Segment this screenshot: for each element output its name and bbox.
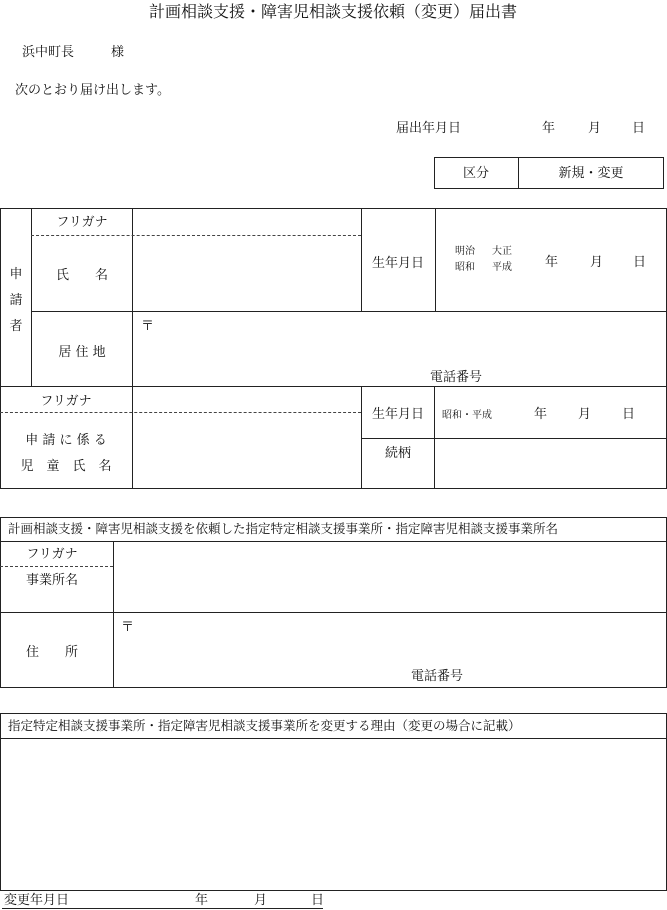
applicant-birth-right-line (435, 208, 436, 311)
child-name-label-line2: 児 童 氏 名 (20, 459, 112, 474)
submission-date-label: 届出年月日 (396, 121, 462, 136)
applicant-postal-mark: 〒 (141, 319, 155, 334)
applicant-section-char-2: 請 (9, 293, 23, 308)
office-address-field[interactable] (114, 613, 666, 687)
applicant-birth-label: 生年月日 (371, 256, 425, 271)
change-month-label: 月 (254, 893, 268, 908)
office-address-label: 住 所 (25, 645, 79, 660)
era-showa[interactable]: 昭和 (455, 262, 475, 273)
change-date-underline (2, 908, 323, 909)
applicant-name-field[interactable] (133, 236, 360, 310)
era-heisei[interactable]: 平成 (492, 262, 512, 273)
applicant-birth-month-label: 月 (590, 255, 604, 270)
child-birth-label: 生年月日 (371, 407, 425, 422)
category-value[interactable]: 新規・変更 (558, 166, 624, 181)
change-year-label: 年 (195, 893, 209, 908)
office-furigana-label: フリガナ (26, 547, 78, 562)
category-divider (518, 157, 519, 189)
office-name-field[interactable] (114, 542, 666, 611)
child-name-field[interactable] (133, 413, 360, 488)
submission-month-label: 月 (588, 121, 602, 136)
applicant-section-char-3: 者 (9, 319, 23, 334)
page-title: 計画相談支援・障害児相談支援依頼（変更）届出書 (148, 2, 518, 21)
child-birth-day-label: 日 (622, 407, 636, 422)
office-furigana-line (0, 566, 113, 567)
office-heading: 計画相談支援・障害児相談支援を依頼した指定特定相談支援事業所・指定障害児相談支援事業所名 (8, 521, 559, 536)
office-phone-label: 電話番号 (411, 669, 464, 684)
category-label: 区分 (462, 166, 490, 181)
applicant-birth-left-line (361, 208, 362, 311)
applicant-name-label: 氏 名 (55, 268, 109, 283)
era-meiji[interactable]: 明治 (455, 246, 475, 257)
applicant-phone-label: 電話番号 (430, 370, 483, 385)
child-relation-label: 続柄 (384, 446, 412, 461)
change-day-label: 日 (311, 893, 325, 908)
child-name-label-line1: 申 請 に 係 る (25, 433, 107, 448)
child-relation-field[interactable] (435, 439, 666, 488)
addressee-honorific: 様 (111, 45, 125, 60)
addressee: 浜中町長 (22, 45, 75, 60)
reason-field[interactable] (1, 739, 666, 890)
submission-year-label: 年 (542, 121, 556, 136)
applicant-furigana-label: フリガナ (56, 215, 108, 230)
applicant-section-label (6, 262, 26, 340)
change-date-label: 変更年月日 (4, 893, 70, 908)
era-taisho[interactable]: 大正 (492, 246, 512, 257)
office-name-label: 事業所名 (25, 573, 79, 588)
applicant-birth-year-label: 年 (545, 255, 559, 270)
reason-heading: 指定特定相談支援事業所・指定障害児相談支援事業所を変更する理由（変更の場合に記載） (8, 718, 521, 733)
applicant-section-char-1: 申 (9, 267, 23, 282)
office-postal-mark: 〒 (121, 620, 135, 635)
applicant-bottom-line (0, 386, 667, 387)
intro-text: 次のとおり届け出します。 (15, 83, 170, 98)
applicant-address-field[interactable] (133, 312, 666, 385)
child-birth-month-label: 月 (578, 407, 592, 422)
applicant-birth-day-label: 日 (633, 255, 647, 270)
child-furigana-label: フリガナ (40, 394, 92, 409)
applicant-address-label: 居 住 地 (58, 345, 106, 360)
submission-day-label: 日 (632, 121, 646, 136)
child-birth-eras[interactable]: 昭和・平成 (442, 410, 492, 421)
child-birth-year-label: 年 (534, 407, 548, 422)
